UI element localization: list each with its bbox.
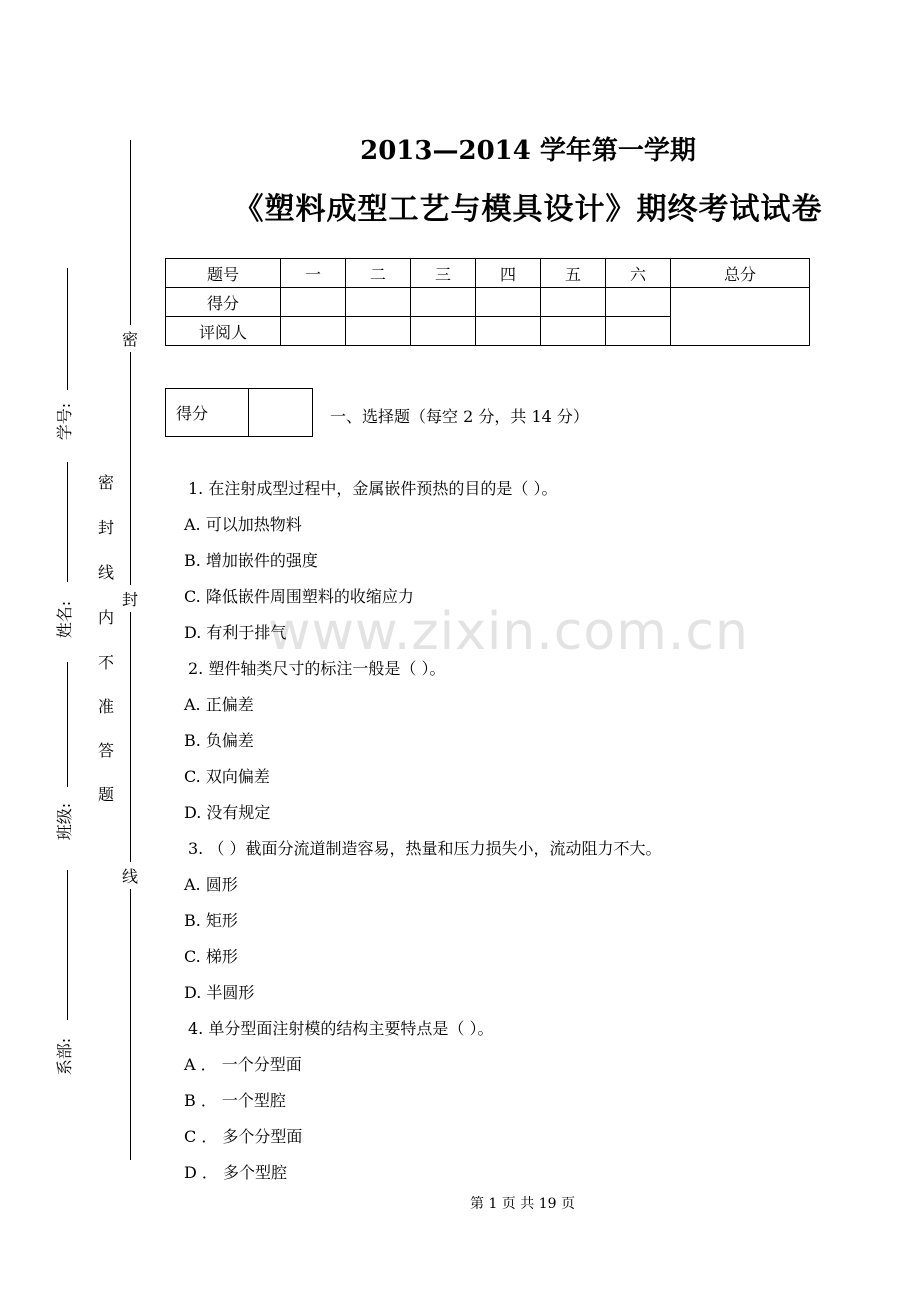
score-header-cell: 三	[411, 259, 476, 288]
question-4-option-b[interactable]: B ． 一个型腔	[184, 1091, 286, 1110]
notice-char: 题	[98, 785, 115, 804]
seal-char-feng: 封	[122, 585, 138, 612]
student-id-label: 学号:	[55, 402, 75, 441]
watermark: www.zixin.com.cn	[268, 602, 749, 662]
score-header-cell: 总分	[671, 259, 810, 288]
score-cell[interactable]	[346, 288, 411, 317]
reviewer-cell[interactable]	[606, 317, 671, 346]
question-2-option-b[interactable]: B. 负偏差	[184, 731, 254, 750]
question-2-option-d[interactable]: D. 没有规定	[184, 803, 271, 822]
question-1-option-d[interactable]: D. 有利于排气	[184, 623, 287, 642]
notice-char: 准	[98, 697, 115, 716]
notice-char: 不	[98, 653, 115, 672]
notice-char: 线	[98, 563, 115, 582]
binding-line	[130, 140, 131, 1160]
question-1-option-b[interactable]: B. 增加嵌件的强度	[184, 551, 318, 570]
question-4-option-d[interactable]: D ． 多个型腔	[184, 1163, 288, 1182]
name-label: 姓名:	[55, 600, 75, 639]
notice-char: 答	[98, 741, 115, 760]
exam-term: 2013—2014 学年第一学期	[360, 136, 696, 166]
exam-title: 《塑料成型工艺与模具设计》期终考试试卷	[233, 192, 823, 227]
page-number: 第 1 页 共 19 页	[470, 1196, 575, 1212]
score-table	[165, 258, 810, 346]
seal-char-mi: 密	[122, 325, 138, 352]
question-1-option-a[interactable]: A. 可以加热物料	[184, 515, 302, 534]
score-cell[interactable]	[476, 288, 541, 317]
question-3-option-d[interactable]: D. 半圆形	[184, 983, 255, 1002]
section-score-box	[165, 388, 313, 437]
class-label: 班级:	[55, 802, 75, 841]
question-3-option-a[interactable]: A. 圆形	[184, 875, 238, 894]
score-row	[166, 288, 810, 317]
section-score-label: 得分	[166, 389, 249, 437]
reviewer-row-label: 评阅人	[166, 317, 281, 346]
score-header-cell: 二	[346, 259, 411, 288]
score-cell[interactable]	[281, 288, 346, 317]
score-table-header-row	[166, 259, 810, 288]
section-score-field[interactable]	[249, 389, 313, 437]
question-4-option-a[interactable]: A ． 一个分型面	[184, 1055, 302, 1074]
section-title: 一、选择题（每空 2 分，共 14 分）	[330, 407, 589, 426]
score-header-cell: 题号	[166, 259, 281, 288]
name-line	[67, 462, 68, 582]
question-4-option-c[interactable]: C ． 多个分型面	[184, 1127, 303, 1146]
reviewer-cell[interactable]	[476, 317, 541, 346]
notice-char: 内	[98, 608, 115, 627]
reviewer-cell[interactable]	[346, 317, 411, 346]
seal-char-xian: 线	[122, 862, 138, 889]
department-label: 系部:	[55, 1037, 75, 1076]
reviewer-cell[interactable]	[541, 317, 606, 346]
score-header-cell: 五	[541, 259, 606, 288]
reviewer-cell[interactable]	[281, 317, 346, 346]
score-header-cell: 一	[281, 259, 346, 288]
score-cell[interactable]	[541, 288, 606, 317]
question-1-option-c[interactable]: C. 降低嵌件周围塑料的收缩应力	[184, 587, 414, 606]
notice-char: 封	[98, 518, 115, 537]
reviewer-cell[interactable]	[411, 317, 476, 346]
score-header-cell: 六	[606, 259, 671, 288]
question-2-option-c[interactable]: C. 双向偏差	[184, 767, 270, 786]
student-id-line	[67, 268, 68, 390]
question-1-stem: 1. 在注射成型过程中，金属嵌件预热的目的是（ ）。	[188, 479, 558, 498]
total-score-cell[interactable]	[671, 288, 810, 346]
question-4-stem: 4. 单分型面注射模的结构主要特点是（ ）。	[188, 1019, 494, 1038]
question-2-option-a[interactable]: A. 正偏差	[184, 695, 254, 714]
question-3-stem: 3. （ ）截面分流道制造容易，热量和压力损失小，流动阻力不大。	[188, 839, 662, 858]
question-2-stem: 2. 塑件轴类尺寸的标注一般是（ ）。	[188, 659, 446, 678]
department-line	[67, 870, 68, 1020]
question-3-option-c[interactable]: C. 梯形	[184, 947, 238, 966]
class-line	[67, 662, 68, 787]
score-cell[interactable]	[606, 288, 671, 317]
score-row-label: 得分	[166, 288, 281, 317]
notice-char: 密	[98, 473, 115, 492]
question-3-option-b[interactable]: B. 矩形	[184, 911, 238, 930]
score-cell[interactable]	[411, 288, 476, 317]
score-header-cell: 四	[476, 259, 541, 288]
